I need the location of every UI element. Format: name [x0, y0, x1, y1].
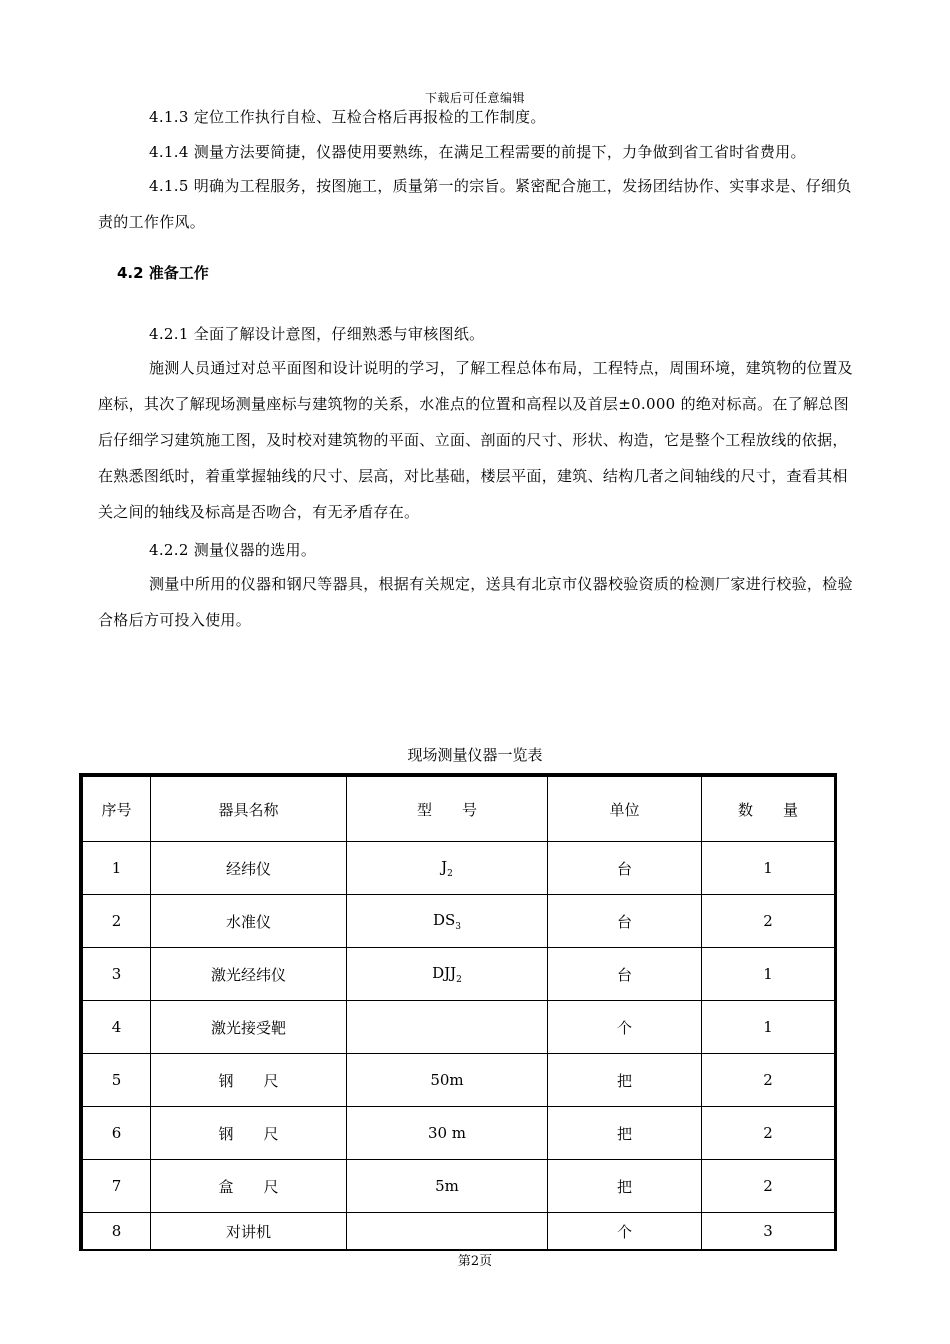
cell-model — [347, 1213, 548, 1251]
model-subscript: 2 — [447, 868, 453, 879]
cell-qty: 2 — [702, 1107, 835, 1160]
cell-model: 50m — [347, 1054, 548, 1107]
cell-no: 5 — [83, 1054, 151, 1107]
model-subscript: 3 — [455, 921, 462, 932]
cell-model: 30 m — [347, 1107, 548, 1160]
table-row — [83, 1054, 835, 1107]
header-cell-qty: 数 量 — [702, 777, 835, 842]
paragraph-4-2-2-body: 测量中所用的仪器和钢尺等器具，根据有关规定，送具有北京市仪器校验资质的检测厂家进行校验，检验合格后方可投入使用。 — [98, 575, 853, 629]
cell-no: 2 — [83, 895, 151, 948]
cell-name: 激光接受靶 — [151, 1001, 347, 1054]
cell-no: 6 — [83, 1107, 151, 1160]
cell-qty: 2 — [702, 1054, 835, 1107]
cell-no: 1 — [83, 842, 151, 895]
cell-name: 经纬仪 — [151, 842, 347, 895]
cell-qty: 1 — [702, 948, 835, 1001]
table-title: 现场测量仪器一览表 — [407, 746, 543, 764]
table-row — [83, 1107, 835, 1160]
header-cell-model: 型 号 — [347, 777, 548, 842]
table-row — [83, 1160, 835, 1213]
model-text: DS — [432, 910, 456, 929]
table-row — [83, 948, 835, 1001]
paragraph-4-2-1-body: 施测人员通过对总平面图和设计说明的学习，了解工程总体布局，工程特点，周围环境，建筑物的位置及座标，其次了解现场测量座标与建筑物的关系，水准点的位置和高程以及首层±0.000 的绝对标高。在了解总图后仔细学习建筑施工图，及时校对建筑物的平面、立面、剖面的尺寸、形状、构造，它是整个工程放线的依据，在熟悉图纸时，着重掌握轴线的尺寸、层高，对比基础，楼层平面，建筑、结构几者之间轴线的尺寸，查看其相关之间的轴线及标高是否吻合，有无矛盾存在。 — [98, 359, 853, 521]
cell-name: 盒 尺 — [151, 1160, 347, 1213]
cell-name: 钢 尺 — [151, 1107, 347, 1160]
cell-unit: 把 — [548, 1107, 702, 1160]
header-cell-name: 器具名称 — [151, 777, 347, 842]
table-row — [83, 895, 835, 948]
cell-unit: 台 — [548, 948, 702, 1001]
cell-model — [347, 895, 548, 948]
cell-no: 8 — [83, 1213, 151, 1251]
model-text: DJJ — [432, 963, 457, 982]
table-row — [83, 1001, 835, 1054]
cell-name: 钢 尺 — [151, 1054, 347, 1107]
paragraph-4-1-3: 4.1.3 定位工作执行自检、互检合格后再报检的工作制度。 — [149, 108, 546, 126]
header-note: 下载后可任意编辑 — [424, 91, 525, 105]
header-cell-no: 序号 — [83, 777, 151, 842]
cell-qty: 3 — [702, 1213, 835, 1251]
cell-qty: 2 — [702, 1160, 835, 1213]
section-heading-4-2: 4.2 准备工作 — [117, 264, 209, 282]
page-number: 第2页 — [457, 1254, 493, 1269]
table-row — [83, 842, 835, 895]
cell-unit: 个 — [548, 1213, 702, 1251]
table-row — [83, 1213, 835, 1251]
cell-unit: 把 — [548, 1160, 702, 1213]
cell-model — [347, 948, 548, 1001]
cell-no: 3 — [83, 948, 151, 1001]
paragraph-4-2-1: 4.2.1 全面了解设计意图，仔细熟悉与审核图纸。 — [149, 325, 485, 343]
cell-no: 7 — [83, 1160, 151, 1213]
header-cell-unit: 单位 — [548, 777, 702, 842]
cell-model: 5m — [347, 1160, 548, 1213]
cell-qty: 2 — [702, 895, 835, 948]
cell-model — [347, 1001, 548, 1054]
cell-qty: 1 — [702, 1001, 835, 1054]
cell-qty: 1 — [702, 842, 835, 895]
instrument-table — [79, 773, 837, 1251]
model-subscript: 2 — [456, 974, 462, 985]
cell-name: 对讲机 — [151, 1213, 347, 1251]
cell-no: 4 — [83, 1001, 151, 1054]
cell-unit: 台 — [548, 842, 702, 895]
cell-model — [347, 842, 548, 895]
paragraph-4-1-5: 4.1.5 明确为工程服务，按图施工，质量第一的宗旨。紧密配合施工，发扬团结协作、实事求是、仔细负责的工作作风。 — [98, 177, 852, 231]
cell-unit: 个 — [548, 1001, 702, 1054]
paragraph-4-1-4: 4.1.4 测量方法要简捷，仪器使用要熟练，在满足工程需要的前提下，力争做到省工省时省费用。 — [149, 143, 806, 161]
cell-name: 水准仪 — [151, 895, 347, 948]
model-text: J — [441, 857, 448, 876]
cell-unit: 把 — [548, 1054, 702, 1107]
cell-name: 激光经纬仪 — [151, 948, 347, 1001]
table-header-row — [83, 777, 835, 842]
cell-unit: 台 — [548, 895, 702, 948]
paragraph-4-2-2: 4.2.2 测量仪器的选用。 — [149, 541, 317, 559]
